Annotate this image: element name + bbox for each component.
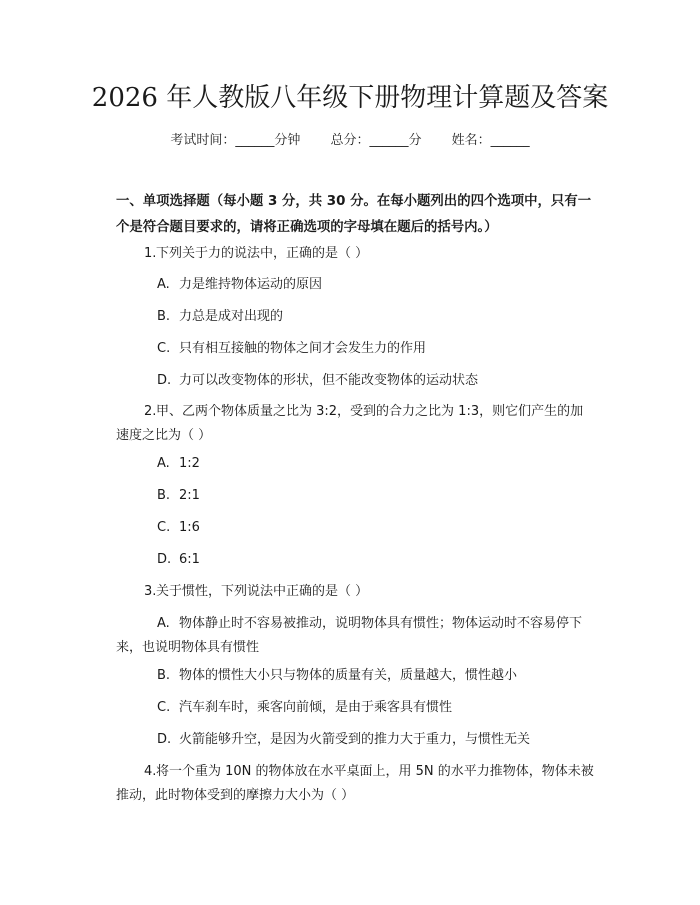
option-letter: D.: [157, 732, 172, 747]
option-text: 火箭能够升空，是因为火箭受到的推力大于重力，与惯性无关: [179, 732, 531, 747]
option-text: 物体的惯性大小只与物体的质量有关，质量越大，惯性越小: [179, 668, 518, 683]
student-name-field: 姓名：______: [451, 133, 530, 148]
document-title: 2026 年人教版八年级下册物理计算题及答案: [91, 83, 609, 113]
option-letter: C.: [157, 700, 171, 715]
option-text: 力是维持物体运动的原因: [179, 277, 323, 292]
option-item: [116, 548, 594, 572]
option-text: 1:2: [179, 456, 200, 471]
option-item: [116, 516, 594, 540]
option-text: 6:1: [179, 552, 200, 567]
option-text: 2:1: [179, 488, 200, 503]
option-letter: A.: [157, 616, 170, 631]
exam-time-field: 考试时间：______分钟: [170, 133, 301, 148]
option-item: [116, 369, 594, 393]
option-text: 力总是成对出现的: [179, 309, 284, 324]
option-item: [116, 664, 594, 688]
question-number: 4.: [144, 764, 157, 779]
question-number: 3.: [144, 584, 157, 599]
option-letter: A.: [157, 277, 170, 292]
option-item: [116, 612, 594, 660]
option-item: [116, 696, 594, 720]
option-item: [116, 728, 594, 752]
option-letter: B.: [157, 668, 171, 683]
option-item: [116, 337, 594, 361]
question-text: 甲、乙两个物体质量之比为 3:2，受到的合力之比为 1:3，则它们产生的加速度之比为（ ）: [116, 404, 584, 443]
question-stem: [116, 760, 594, 808]
option-letter: D.: [157, 373, 172, 388]
option-text: 汽车刹车时，乘客向前倾，是由于乘客具有惯性: [179, 700, 453, 715]
question-stem: [116, 580, 594, 604]
option-item: [116, 273, 594, 297]
option-letter: C.: [157, 341, 171, 356]
option-text: 物体静止时不容易被推动，说明物体具有惯性；物体运动时不容易停下来，也说明物体具有惯性: [116, 616, 583, 655]
option-letter: A.: [157, 456, 170, 471]
option-letter: C.: [157, 520, 171, 535]
question-text: 关于惯性，下列说法中正确的是（ ）: [156, 584, 369, 599]
section-heading-single-choice: 一、单项选择题（每小题 3 分，共 30 分。在每小题列出的四个选项中，只有一个是符合题目要求的，请将正确选项的字母填在题后的括号内。）: [116, 194, 592, 235]
question-text: 将一个重为 10N 的物体放在水平桌面上，用 5N 的水平力推物体，物体未被推动，此时物体受到的摩擦力大小为（ ）: [116, 764, 594, 803]
option-letter: D.: [157, 552, 172, 567]
total-score-field: 总分：______分: [330, 133, 422, 148]
option-item: [116, 305, 594, 329]
option-letter: B.: [157, 488, 171, 503]
option-text: 力可以改变物体的形状，但不能改变物体的运动状态: [179, 373, 479, 388]
option-letter: B.: [157, 309, 171, 324]
question-number: 1.: [144, 246, 157, 261]
question-text: 下列关于力的说法中，正确的是（ ）: [156, 246, 369, 261]
question-stem: [116, 242, 594, 266]
option-item: [116, 452, 594, 476]
question-number: 2.: [144, 404, 157, 419]
option-text: 1:6: [179, 520, 200, 535]
question-stem: [116, 400, 594, 448]
option-item: [116, 484, 594, 508]
exam-info-line: [0, 131, 700, 151]
option-text: 只有相互接触的物体之间才会发生力的作用: [179, 341, 427, 356]
